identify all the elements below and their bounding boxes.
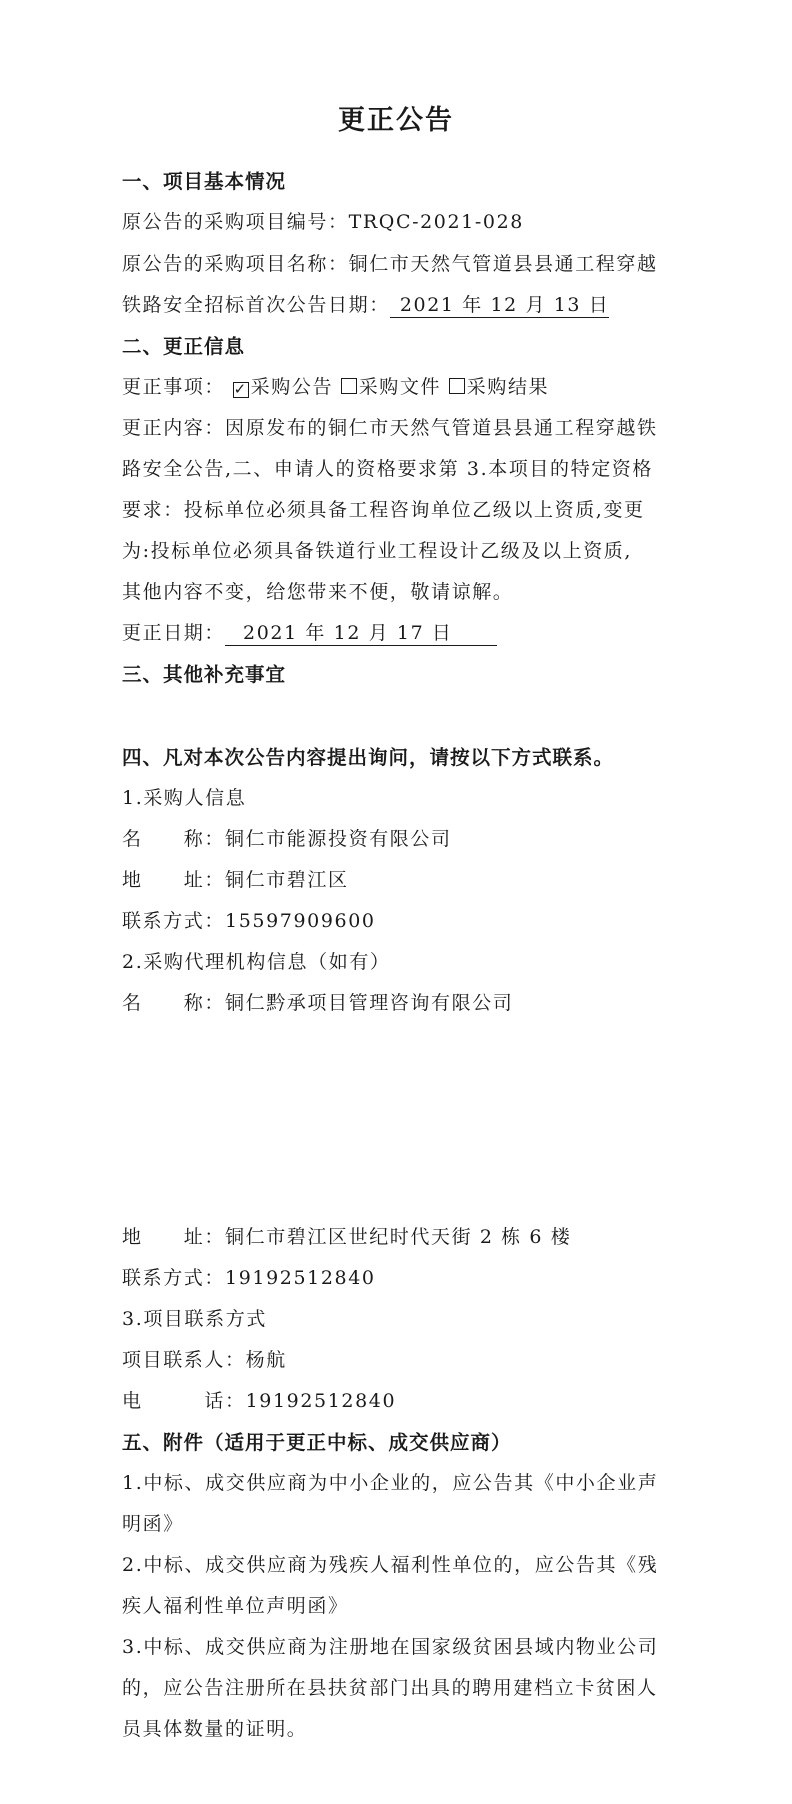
attachment-line: 员具体数量的证明。 <box>122 1718 308 1740</box>
correction-content-line: 路安全公告,二、申请人的资格要求第 3.本项目的特定资格 <box>122 458 654 480</box>
correction-items-line <box>122 372 549 399</box>
checkbox-checked-icon[interactable]: ✓ <box>233 380 248 398</box>
first-notice-date-label: 铁路安全招标首次公告日期： <box>122 294 390 316</box>
section-1-heading: 一、项目基本情况 <box>122 170 287 193</box>
attachment-line: 2.中标、成交供应商为残疾人福利性单位的，应公告其《残 <box>122 1554 659 1576</box>
option-procurement-notice[interactable]: ✓ 采购公告 <box>233 376 334 398</box>
agency-info-title: 2.采购代理机构信息（如有） <box>122 951 391 973</box>
first-notice-date-line <box>122 290 609 318</box>
correction-date: 2021 年 12 月 17 日 <box>225 622 497 646</box>
section-2-heading: 二、更正信息 <box>122 335 246 358</box>
agency-name: 名 称：铜仁黔承项目管理咨询有限公司 <box>122 992 514 1014</box>
correction-date-label: 更正日期： <box>122 622 226 644</box>
option-procurement-documents[interactable]: 采购文件 <box>341 376 441 398</box>
correction-content-line: 其他内容不变，给您带来不便，敬请谅解。 <box>122 581 514 603</box>
correction-items-label: 更正事项： <box>122 376 226 398</box>
correction-content-line: 为:投标单位必须具备铁道行业工程设计乙级及以上资质, <box>122 540 633 562</box>
attachment-line: 的，应公告注册所在县扶贫部门出具的聘用建档立卡贫困人 <box>122 1677 658 1699</box>
agency-contact: 联系方式：19192512840 <box>122 1267 376 1289</box>
project-phone: 电 话：19192512840 <box>122 1390 397 1412</box>
correction-date-line <box>122 618 497 646</box>
section-4-heading: 四、凡对本次公告内容提出询问，请按以下方式联系。 <box>122 746 615 769</box>
checkbox-empty-icon[interactable] <box>449 378 465 394</box>
correction-content-line: 要求：投标单位必须具备工程咨询单位乙级以上资质,变更 <box>122 499 645 521</box>
project-contact-title: 3.项目联系方式 <box>122 1308 267 1330</box>
project-name-line-1: 原公告的采购项目名称：铜仁市天然气管道县县通工程穿越 <box>122 253 658 275</box>
project-contact-person: 项目联系人：杨航 <box>122 1349 287 1371</box>
page-title: 更正公告 <box>338 105 454 136</box>
purchaser-name: 名 称：铜仁市能源投资有限公司 <box>122 828 452 850</box>
checkbox-empty-icon[interactable] <box>341 378 357 394</box>
purchaser-contact: 联系方式：15597909600 <box>122 910 376 932</box>
attachment-line: 疾人福利性单位声明函》 <box>122 1595 349 1617</box>
purchaser-info-title: 1.采购人信息 <box>122 787 247 809</box>
section-5-heading: 五、附件（适用于更正中标、成交供应商） <box>122 1431 512 1454</box>
purchaser-address: 地 址：铜仁市碧江区 <box>122 869 349 891</box>
correction-content-line: 更正内容：因原发布的铜仁市天然气管道县县通工程穿越铁 <box>122 417 658 439</box>
option-procurement-result[interactable]: 采购结果 <box>449 376 549 398</box>
attachment-line: 1.中标、成交供应商为中小企业的，应公告其《中小企业声 <box>122 1472 659 1494</box>
section-3-heading: 三、其他补充事宜 <box>122 663 287 686</box>
attachment-line: 3.中标、成交供应商为注册地在国家级贫困县域内物业公司 <box>122 1636 659 1658</box>
first-notice-date: 2021 年 12 月 13 日 <box>390 294 610 318</box>
agency-address: 地 址：铜仁市碧江区世纪时代天街 2 栋 6 楼 <box>122 1226 572 1248</box>
attachment-line: 明函》 <box>122 1513 184 1535</box>
project-number: 原公告的采购项目编号：TRQC-2021-028 <box>122 211 524 233</box>
